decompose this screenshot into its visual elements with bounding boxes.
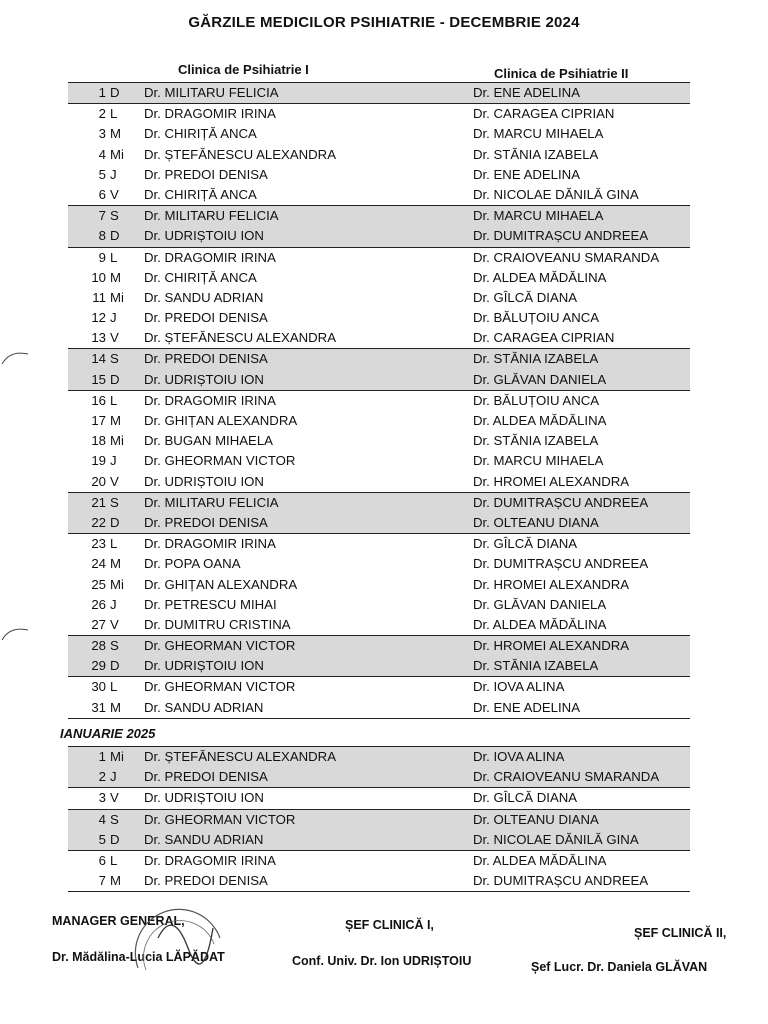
day-number: 9 <box>98 249 106 265</box>
clinic1-doctor: Dr. UDRIȘTOIU ION <box>144 473 264 489</box>
day-of-week: S <box>110 351 119 367</box>
schedule-row <box>68 698 690 719</box>
day-of-week: Mi <box>110 146 124 162</box>
day-of-week: V <box>110 790 119 806</box>
day-of-week: D <box>110 371 120 387</box>
clinic2-doctor: Dr. NICOLAE DĂNILĂ GINA <box>473 831 639 847</box>
clinic2-doctor: Dr. ALDEA MĂDĂLINA <box>473 616 607 632</box>
clinic1-doctor: Dr. DRAGOMIR IRINA <box>144 249 276 265</box>
clinic1-doctor: Dr. POPA OANA <box>144 556 241 572</box>
clinic2-doctor: Dr. MARCU MIHAELA <box>473 453 604 469</box>
clinic2-doctor: Dr. MARCU MIHAELA <box>473 126 604 142</box>
day-of-week: D <box>110 228 120 244</box>
day-of-week: M <box>110 413 121 428</box>
clinic2-doctor: Dr. BĂLUȚOIU ANCA <box>473 392 600 408</box>
clinic2-doctor: Dr. DUMITRAȘCU ANDREEA <box>473 556 649 572</box>
schedule-row <box>68 247 690 268</box>
clinic2-doctor: Dr. STĂNIA IZABELA <box>473 658 599 674</box>
day-of-week: L <box>110 536 118 552</box>
day-of-week: Mi <box>110 576 124 592</box>
schedule-row <box>68 767 690 787</box>
schedule-row <box>68 226 690 246</box>
day-of-week: M <box>110 873 121 889</box>
day-number: 7 <box>98 208 106 224</box>
day-of-week: L <box>110 249 118 265</box>
schedule-row <box>68 575 690 595</box>
clinic1-doctor: Dr. ȘTEFĂNESCU ALEXANDRA <box>144 330 336 346</box>
day-of-week: Mi <box>110 433 124 449</box>
clinic1-doctor: Dr. GHEORMAN VICTOR <box>144 679 296 695</box>
clinic2-doctor: Dr. BĂLUȚOIU ANCA <box>473 310 600 326</box>
day-of-week: D <box>110 85 120 100</box>
schedule-row <box>68 348 690 369</box>
clinic1-doctor: Dr. MILITARU FELICIA <box>144 208 279 224</box>
day-number: 1 <box>98 85 106 100</box>
schedule-row <box>68 615 690 635</box>
day-of-week: V <box>110 186 119 202</box>
schedule-row <box>68 492 690 513</box>
day-of-week: J <box>110 310 117 326</box>
clinic1-doctor: Dr. BUGAN MIHAELA <box>144 433 273 449</box>
schedule-row <box>68 513 690 533</box>
schedule-row <box>68 205 690 226</box>
clinic2-doctor: Dr. ENE ADELINA <box>473 166 580 182</box>
day-of-week: V <box>110 473 119 489</box>
day-number: 16 <box>91 392 106 408</box>
stamp-seal <box>128 898 228 978</box>
day-number: 4 <box>98 146 106 162</box>
schedule-row <box>68 595 690 615</box>
clinic1-doctor: Dr. PREDOI DENISA <box>144 310 268 326</box>
clinic2-doctor: Dr. STĂNIA IZABELA <box>473 351 599 367</box>
clinic1-doctor: Dr. UDRIȘTOIU ION <box>144 790 264 806</box>
clinic2-doctor: Dr. STĂNIA IZABELA <box>473 433 599 449</box>
schedule-row <box>68 676 690 697</box>
schedule-row <box>68 656 690 676</box>
clinic2-doctor: Dr. GÎLCĂ DIANA <box>473 289 578 305</box>
day-number: 31 <box>91 699 106 715</box>
clinic1-doctor: Dr. SANDU ADRIAN <box>144 289 264 305</box>
clinic2-doctor: Dr. OLTEANU DIANA <box>473 514 599 530</box>
clinic2-chief-name: Șef Lucr. Dr. Daniela GLĂVAN <box>531 960 708 974</box>
clinic1-doctor: Dr. DRAGOMIR IRINA <box>144 392 276 408</box>
clinic1-doctor: Dr. DRAGOMIR IRINA <box>144 852 276 868</box>
clinic1-doctor: Dr. ȘTEFĂNESCU ALEXANDRA <box>144 146 336 162</box>
day-of-week: S <box>110 494 119 510</box>
schedule-row <box>68 185 690 205</box>
clinic2-doctor: Dr. CRAIOVEANU SMARANDA <box>473 769 660 785</box>
schedule-row <box>68 554 690 574</box>
day-number: 25 <box>91 576 106 592</box>
clinic1-doctor: Dr. DUMITRU CRISTINA <box>144 616 291 632</box>
schedule-row <box>68 830 690 850</box>
december-schedule-table <box>68 82 690 719</box>
punch-hole-mark <box>0 346 30 368</box>
schedule-row <box>68 390 690 411</box>
day-number: 3 <box>98 790 106 806</box>
clinic1-doctor: Dr. SANDU ADRIAN <box>144 699 264 715</box>
day-number: 30 <box>91 679 106 695</box>
clinic2-doctor: Dr. GLĂVAN DANIELA <box>473 371 607 387</box>
day-number: 21 <box>91 494 106 510</box>
clinic1-heading: Clinica de Psihiatrie I <box>178 62 309 77</box>
schedule-row <box>68 635 690 656</box>
clinic2-doctor: Dr. DUMITRAȘCU ANDREEA <box>473 228 649 244</box>
day-number: 11 <box>92 289 106 305</box>
day-number: 5 <box>98 831 106 847</box>
clinic1-doctor: Dr. GHIȚAN ALEXANDRA <box>144 576 298 592</box>
day-number: 6 <box>98 852 106 868</box>
clinic1-doctor: Dr. PETRESCU MIHAI <box>144 596 277 612</box>
schedule-row <box>68 145 690 165</box>
clinic2-doctor: Dr. CARAGEA CIPRIAN <box>473 330 615 346</box>
january-heading: IANUARIE 2025 <box>60 726 156 741</box>
schedule-row <box>68 411 690 431</box>
clinic2-doctor: Dr. GLĂVAN DANIELA <box>473 596 607 612</box>
day-of-week: Mi <box>110 749 124 764</box>
clinic2-doctor: Dr. GÎLCĂ DIANA <box>473 536 578 552</box>
day-of-week: J <box>110 453 117 469</box>
day-number: 2 <box>98 769 106 785</box>
clinic2-doctor: Dr. CRAIOVEANU SMARANDA <box>473 249 660 265</box>
day-of-week: D <box>110 514 120 530</box>
day-number: 18 <box>91 433 106 449</box>
schedule-row <box>68 472 690 492</box>
clinic2-doctor: Dr. DUMITRAȘCU ANDREEA <box>473 494 649 510</box>
schedule-row <box>68 533 690 554</box>
clinic1-doctor: Dr. ȘTEFĂNESCU ALEXANDRA <box>144 749 336 764</box>
clinic2-doctor: Dr. IOVA ALINA <box>473 749 565 764</box>
day-number: 13 <box>91 330 106 346</box>
clinic1-doctor: Dr. GHIȚAN ALEXANDRA <box>144 413 298 428</box>
clinic1-doctor: Dr. PREDOI DENISA <box>144 514 268 530</box>
clinic1-doctor: Dr. PREDOI DENISA <box>144 769 268 785</box>
clinic2-doctor: Dr. ALDEA MĂDĂLINA <box>473 269 607 285</box>
day-of-week: M <box>110 699 121 715</box>
clinic2-doctor: Dr. IOVA ALINA <box>473 679 565 695</box>
day-of-week: V <box>110 330 119 346</box>
day-number: 4 <box>98 811 106 827</box>
schedule-row <box>68 308 690 328</box>
schedule-row <box>68 431 690 451</box>
day-number: 6 <box>98 186 106 202</box>
day-of-week: M <box>110 556 121 572</box>
schedule-row <box>68 124 690 144</box>
clinic1-doctor: Dr. GHEORMAN VICTOR <box>144 453 296 469</box>
day-number: 8 <box>98 228 106 244</box>
day-number: 17 <box>91 413 106 428</box>
schedule-row <box>68 328 690 348</box>
manager-name: Dr. Mădălina-Lucia LĂPĂDAT <box>52 950 225 964</box>
schedule-row <box>68 809 690 830</box>
manager-title: MANAGER GENERAL, <box>52 914 185 928</box>
schedule-row <box>68 370 690 390</box>
day-of-week: L <box>110 106 118 122</box>
clinic1-doctor: Dr. UDRIȘTOIU ION <box>144 228 264 244</box>
day-number: 3 <box>98 126 106 142</box>
clinic1-doctor: Dr. MILITARU FELICIA <box>144 494 279 510</box>
day-number: 22 <box>91 514 106 530</box>
day-number: 24 <box>91 556 106 572</box>
clinic2-doctor: Dr. OLTEANU DIANA <box>473 811 599 827</box>
day-number: 2 <box>98 106 106 122</box>
clinic2-heading: Clinica de Psihiatrie II <box>494 66 629 81</box>
clinic2-doctor: Dr. MARCU MIHAELA <box>473 208 604 224</box>
clinic1-doctor: Dr. CHIRIȚĂ ANCA <box>144 186 257 202</box>
day-of-week: S <box>110 208 119 224</box>
day-number: 10 <box>91 269 106 285</box>
day-number: 15 <box>91 371 106 387</box>
day-of-week: D <box>110 658 120 674</box>
day-number: 27 <box>91 616 106 632</box>
schedule-row <box>68 288 690 308</box>
clinic2-doctor: Dr. ALDEA MĂDĂLINA <box>473 852 607 868</box>
day-of-week: J <box>110 596 117 612</box>
schedule-row <box>68 746 690 767</box>
clinic1-doctor: Dr. CHIRIȚĂ ANCA <box>144 269 257 285</box>
clinic1-doctor: Dr. SANDU ADRIAN <box>144 831 264 847</box>
day-number: 7 <box>98 873 106 889</box>
clinic1-doctor: Dr. DRAGOMIR IRINA <box>144 536 276 552</box>
day-number: 19 <box>91 453 106 469</box>
clinic2-doctor: Dr. ENE ADELINA <box>473 699 580 715</box>
clinic2-doctor: Dr. NICOLAE DĂNILĂ GINA <box>473 186 639 202</box>
clinic1-doctor: Dr. GHEORMAN VICTOR <box>144 811 296 827</box>
clinic1-doctor: Dr. MILITARU FELICIA <box>144 85 279 100</box>
clinic1-doctor: Dr. PREDOI DENISA <box>144 873 268 889</box>
clinic2-doctor: Dr. ALDEA MĂDĂLINA <box>473 413 607 428</box>
clinic2-doctor: Dr. DUMITRAȘCU ANDREEA <box>473 873 649 889</box>
document-title: GĂRZILE MEDICILOR PSIHIATRIE - DECEMBRIE 2024 <box>188 14 580 31</box>
day-number: 14 <box>91 351 106 367</box>
day-of-week: Mi <box>110 289 124 305</box>
clinic2-chief-title: ȘEF CLINICĂ II, <box>634 926 727 940</box>
clinic1-doctor: Dr. CHIRIȚĂ ANCA <box>144 126 257 142</box>
clinic1-doctor: Dr. GHEORMAN VICTOR <box>144 638 296 654</box>
schedule-row <box>68 871 690 892</box>
punch-hole-mark <box>0 622 30 644</box>
day-number: 23 <box>91 536 106 552</box>
clinic1-chief-name: Conf. Univ. Dr. Ion UDRIȘTOIU <box>292 954 472 968</box>
day-of-week: S <box>110 638 119 654</box>
day-of-week: J <box>110 769 117 785</box>
clinic1-doctor: Dr. DRAGOMIR IRINA <box>144 106 276 122</box>
day-of-week: V <box>110 616 119 632</box>
day-number: 5 <box>98 166 106 182</box>
day-number: 28 <box>91 638 106 654</box>
day-of-week: S <box>110 811 119 827</box>
day-number: 29 <box>91 658 106 674</box>
day-number: 1 <box>98 749 106 764</box>
day-of-week: L <box>110 392 118 408</box>
clinic1-doctor: Dr. UDRIȘTOIU ION <box>144 658 264 674</box>
schedule-row <box>68 787 690 808</box>
schedule-row <box>68 850 690 871</box>
clinic2-doctor: Dr. HROMEI ALEXANDRA <box>473 638 630 654</box>
clinic2-doctor: Dr. ENE ADELINA <box>473 85 580 100</box>
clinic1-doctor: Dr. PREDOI DENISA <box>144 166 268 182</box>
clinic2-doctor: Dr. STĂNIA IZABELA <box>473 146 599 162</box>
day-of-week: M <box>110 126 121 142</box>
schedule-row <box>68 268 690 288</box>
clinic2-doctor: Dr. HROMEI ALEXANDRA <box>473 576 630 592</box>
clinic1-doctor: Dr. UDRIȘTOIU ION <box>144 371 264 387</box>
january-schedule-table <box>68 746 690 892</box>
schedule-row <box>68 165 690 185</box>
clinic2-doctor: Dr. CARAGEA CIPRIAN <box>473 106 615 122</box>
day-of-week: D <box>110 831 120 847</box>
clinic2-doctor: Dr. HROMEI ALEXANDRA <box>473 473 630 489</box>
schedule-row <box>68 103 690 124</box>
schedule-row <box>68 82 690 103</box>
day-of-week: J <box>110 166 117 182</box>
day-of-week: M <box>110 269 121 285</box>
schedule-row <box>68 451 690 471</box>
day-of-week: L <box>110 679 118 695</box>
clinic2-doctor: Dr. GÎLCĂ DIANA <box>473 790 578 806</box>
clinic1-doctor: Dr. PREDOI DENISA <box>144 351 268 367</box>
clinic1-chief-title: ȘEF CLINICĂ I, <box>345 918 434 932</box>
day-of-week: L <box>110 852 118 868</box>
day-number: 26 <box>91 596 106 612</box>
day-number: 12 <box>91 310 106 326</box>
day-number: 20 <box>91 473 106 489</box>
